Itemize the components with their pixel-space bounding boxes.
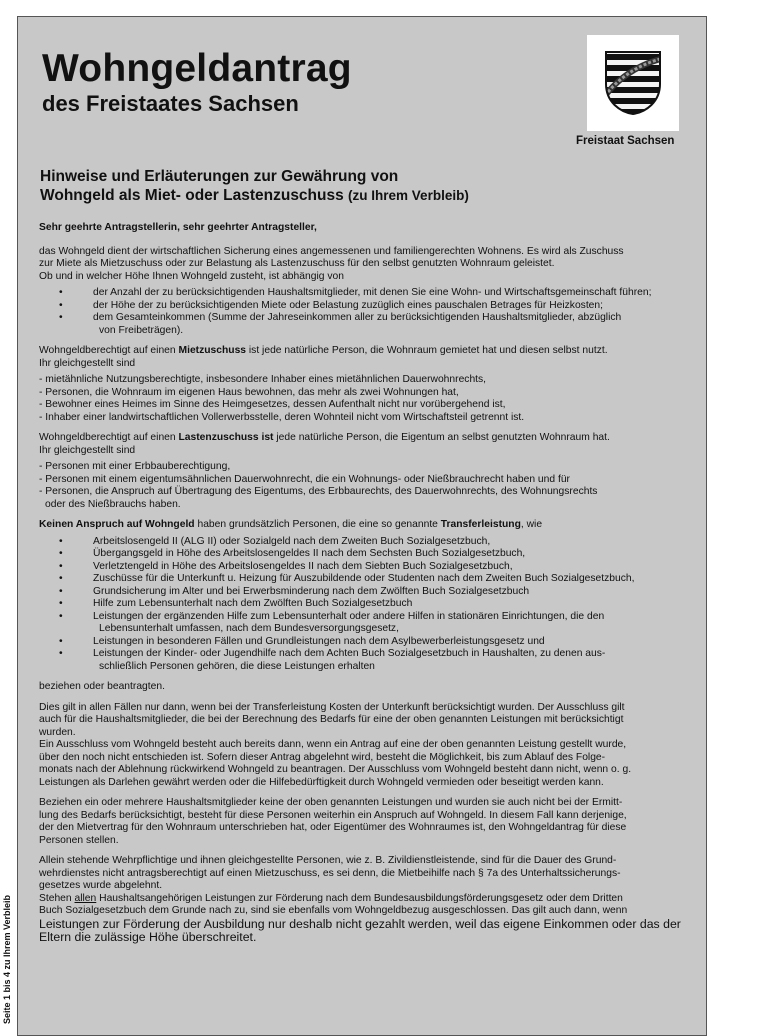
text-run: ist jede natürliche Person, die Wohnraum gemietet hat und diesen selbst nutzt.: [246, 345, 608, 356]
paragraph-line: Allein stehende Wehrpflichtige und ihnen gleichgestellte Personen, wie z. B. Zivildienstleistende, sind für die Dauer des Grund-: [39, 855, 617, 866]
mietzuschuss-paragraph: [39, 345, 699, 358]
dependency-list: [39, 287, 699, 337]
paragraph-line: monats nach der Ablehnung rückwirkend Wohngeld zu beantragen. Der Ausschluss vom Wohngeld besteht dann nicht, wenn o. g.: [39, 764, 632, 775]
emblem-label: Freistaat Sachsen: [576, 135, 675, 147]
document-page: [17, 16, 707, 1036]
list-item: - Inhaber einer landwirtschaftlichen Vollerwerbsstelle, deren Wohnteil nicht vom Wirtschaftsteil getrennt ist.: [39, 411, 525, 423]
text-run-bold: Mietzuschuss: [178, 345, 247, 356]
paragraph-line: Ein Ausschluss vom Wohngeld besteht auch bereits dann, wenn ein Antrag auf eine der oben genannten Leistung gestellt wurde,: [39, 739, 627, 750]
paragraph-line: über den noch nicht entschieden ist. Sofern dieser Antrag abgelehnt wird, besteht die Möglichkeit, bis zum Ablauf des Folge-: [39, 751, 606, 763]
intro-line: zur Miete als Mietzuschuss oder zur Belastung als Lastenzuschuss für den selbst genutzten Wohnraum geleistet.: [39, 258, 555, 269]
text-run: , wie: [520, 519, 543, 530]
list-item-continuation: von Freibeträgen).: [99, 324, 184, 336]
section-heading-line2: [40, 186, 469, 205]
text-run: jede natürliche Person, die Eigentum an selbst genutzten Wohnraum hat.: [273, 432, 610, 443]
beziehen-line: beziehen oder beantragten.: [39, 681, 165, 692]
list-item: - Personen, die Wohnraum im eigenen Haus bewohnen, das mehr als zwei Wohnungen hat,: [39, 386, 459, 398]
list-item: • der Anzahl der zu berücksichtigenden Haushaltsmitglieder, mit denen Sie eine Wohn- und Wirtschaftsgemeinschaft führen;: [39, 287, 699, 300]
text-run: Wohngeldberechtigt auf einen: [39, 432, 179, 443]
list-item-continuation: schließlich Personen gehören, die diese Leistungen erhalten: [99, 660, 375, 672]
section-heading-line1: Hinweise und Erläuterungen zur Gewährung von: [40, 168, 399, 185]
document-subtitle: des Freistaates Sachsen: [42, 91, 299, 116]
list-item-continuation: oder des Nießbrauchs haben.: [45, 498, 181, 510]
list-item: - Personen mit einem eigentumsähnlichen Dauerwohnrecht, die ein Wohnungs- oder Nießbrauchrecht haben und für: [39, 473, 570, 485]
document-title: Wohngeldantrag: [42, 47, 352, 90]
paragraph-line: gesetzes wurde abgelehnt.: [39, 880, 163, 891]
saxony-coat-of-arms-icon: [604, 50, 662, 116]
paragraph-line: auch für die Haushaltsmitglieder, die bei der Berechnung des Bedarfs für eine der oben genannten Leistungen mit berücksichtigt: [39, 714, 624, 725]
text-run: Stehen: [39, 892, 75, 904]
text-run-underlined: allen: [74, 892, 97, 904]
list-item: - Personen mit einer Erbbauberechtigung,: [39, 461, 231, 472]
paragraph-line: [39, 893, 699, 906]
lastenzuschuss-paragraph: [39, 432, 699, 445]
paragraph-line: wurden.: [39, 726, 76, 738]
text-run: Wohngeldberechtigt auf einen: [39, 345, 179, 356]
section-heading-note: (zu Ihrem Verbleib): [348, 188, 469, 203]
list-item: [39, 312, 699, 337]
paragraph-line: Beziehen ein oder mehrere Haushaltsmitglieder keine der oben genannten Leistungen und wurden sie auch nicht bei der Ermitt-: [39, 797, 623, 808]
list-item: • Übergangsgeld in Höhe des Arbeitslosengeldes II nach dem Sechsten Buch Sozialgesetzbuch,: [39, 548, 699, 561]
paragraph-line: der den Mietvertrag für den Wohnraum unterschrieben hat, oder Eigentümer des Wohnraumes ist, den Wohngeldantrag für diese: [39, 822, 627, 833]
list-item-continuation: Lebensunterhalt umfassen, nach dem Bundesversorgungsgesetz,: [99, 623, 399, 634]
paragraph-line: Leistungen als Darlehen gewährt werden oder die Hilfebedürftigkeit durch Wohngeld vermieden oder beseitigt werden kann.: [39, 776, 604, 788]
list-item: [39, 611, 699, 636]
list-item: • Verletztengeld in Höhe des Arbeitslosengeldes II nach dem Siebten Buch Sozialgesetzbuch,: [39, 561, 699, 574]
list-item: - mietähnliche Nutzungsberechtigte, insbesondere Inhaber eines mietähnlichen Dauerwohnrechts,: [39, 374, 487, 385]
list-item: - Personen, die Anspruch auf Übertragung des Eigentums, des Erbbaurechts, des Dauerwohnrechts, des Wohnungsrechts: [39, 486, 598, 497]
mietzuschuss-equal: Ihr gleichgestellt sind: [39, 357, 136, 369]
paragraph-line: lung des Bedarfs berücksichtigt, besteht für diese Personen weiterhin ein Anspruch auf Wohngeld. In diesem Fall kann derjenige,: [39, 809, 627, 821]
list-item: - Bewohner eines Heimes im Sinne des Heimgesetzes, dessen Aufenthalt nicht nur vorübergehend ist,: [39, 399, 506, 410]
greeting: Sehr geehrte Antragstellerin, sehr geehrter Antragsteller,: [39, 222, 317, 233]
list-item: • Arbeitslosengeld II (ALG II) oder Sozialgeld nach dem Zweiten Buch Sozialgesetzbuch,: [39, 536, 699, 549]
kein-anspruch-paragraph: [39, 519, 699, 532]
text-run: haben grundsätzlich Personen, die eine so genannte: [194, 519, 441, 530]
paragraph-line: Personen stellen.: [39, 834, 119, 846]
list-item-text: Leistungen der ergänzenden Hilfe zum Lebensunterhalt oder andere Hilfen in stationären Einrichtungen, die den: [93, 610, 605, 622]
transfer-list: [39, 536, 699, 674]
list-item: [39, 648, 699, 673]
list-item: • Hilfe zum Lebensunterhalt nach dem Zwölften Buch Sozialgesetzbuch: [39, 598, 699, 611]
lastenzuschuss-equal: Ihr gleichgestellt sind: [39, 444, 136, 456]
text-run: Haushaltsangehörigen Leistungen zur Förderung nach dem Bundesausbildungsförderungsgesetz oder dem Dritten: [96, 892, 623, 904]
list-item: • Grundsicherung im Alter und bei Erwerbsminderung nach dem Zwölften Buch Sozialgesetzbuch: [39, 586, 699, 599]
paragraph-line: Leistungen zur Förderung der Ausbildung nur deshalb nicht gezahlt werden, weil das eigene Einkommen oder das der: [39, 916, 681, 931]
list-item: • Zuschüsse für die Unterkunft u. Heizung für Auszubildende oder Studenten nach dem Zweiten Buch Sozialgesetzbuch,: [39, 573, 699, 586]
side-page-note: Seite 1 bis 4 zu Ihrem Verbleib: [2, 894, 12, 1024]
body-text: [39, 222, 699, 944]
list-item-text: Leistungen der Kinder- oder Jugendhilfe nach dem Achten Buch Sozialgesetzbuch in Haushalten, zu denen aus-: [93, 648, 606, 659]
paragraph-line: Eltern die zulässige Höhe überschreitet.: [39, 929, 257, 944]
list-item: • der Höhe der zu berücksichtigenden Miete oder Belastung zuzüglich eines pauschalen Betrages für Heizkosten;: [39, 300, 699, 313]
text-run-bold: Transferleistung: [440, 519, 521, 530]
text-run-bold: Lastenzuschuss ist: [178, 432, 274, 443]
list-item-text: dem Gesamteinkommen (Summe der Jahreseinkommen aller zu berücksichtigenden Haushaltsmitglieder, abzüglich: [93, 312, 622, 323]
emblem-box: [587, 35, 679, 131]
paragraph-line: wehrdienstes nicht antragsberechtigt auf einen Mietzuschuss, es sei denn, die Mietbeihilfe nach § 7a des Unterhaltssicherungs-: [39, 867, 621, 879]
intro-line: Ob und in welcher Höhe Ihnen Wohngeld zusteht, ist abhängig von: [39, 270, 344, 282]
paragraph-line: Buch Sozialgesetzbuch dem Grunde nach zu, sind sie ebenfalls vom Wohngeldbezug ausgeschlossen. Das gilt auch dann, wenn: [39, 905, 628, 916]
intro-line: das Wohngeld dient der wirtschaftlichen Sicherung eines angemessenen und familiengerechten Wohnens. Es wird als Zuschuss: [39, 245, 624, 257]
paragraph-line: Dies gilt in allen Fällen nur dann, wenn bei der Transferleistung Kosten der Unterkunft berücksichtigt wurden. Der Ausschluss gilt: [39, 701, 625, 713]
section-heading: [40, 167, 469, 205]
text-run-bold: Keinen Anspruch auf Wohngeld: [39, 519, 195, 530]
section-heading-main: Wohngeld als Miet- oder Lastenzuschuss: [40, 187, 344, 204]
list-item: • Leistungen in besonderen Fällen und Grundleistungen nach dem Asylbewerberleistungsgesetz und: [39, 636, 699, 649]
